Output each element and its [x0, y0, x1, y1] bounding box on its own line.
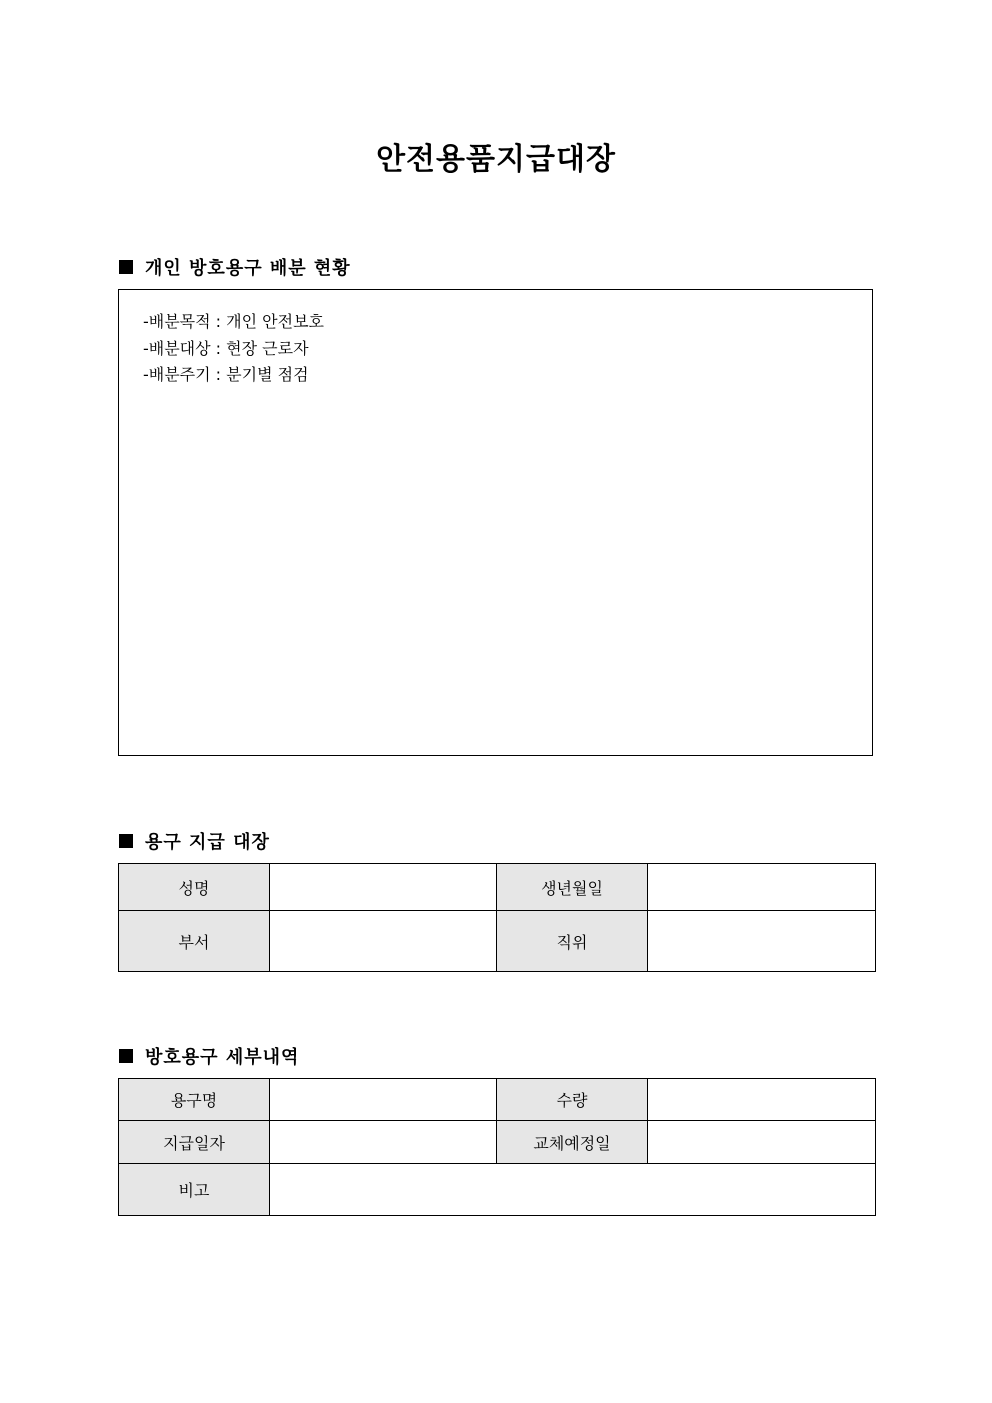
overview-line-purpose: -배분목적 : 개인 안전보호: [143, 312, 324, 331]
quantity-field[interactable]: [648, 1079, 876, 1121]
name-field[interactable]: [270, 864, 497, 911]
black-square-bullet-icon: [119, 1049, 133, 1063]
table-row: [119, 1164, 876, 1216]
equipment-details-table: [118, 1078, 876, 1216]
table-row: [119, 911, 876, 972]
overview-section-heading: [119, 254, 351, 280]
table-row: [119, 1121, 876, 1164]
replacement-date-field[interactable]: [648, 1121, 876, 1164]
item-name-field[interactable]: [270, 1079, 497, 1121]
issue-ledger-heading-text: 용구 지급 대장: [145, 832, 270, 853]
issue-date-label: 지급일자: [119, 1121, 270, 1164]
equipment-details-section-heading: [119, 1043, 299, 1069]
overview-line-target: -배분대상 : 현장 근로자: [143, 338, 309, 358]
black-square-bullet-icon: [119, 260, 133, 274]
overview-line-cycle: -배분주기 : 분기별 점검: [143, 365, 309, 384]
birthdate-label: 생년월일: [497, 864, 648, 911]
position-field[interactable]: [648, 911, 876, 972]
overview-heading-text: 개인 방호용구 배분 현황: [145, 258, 351, 279]
quantity-label: 수량: [497, 1079, 648, 1121]
birthdate-field[interactable]: [648, 864, 876, 911]
table-row: [119, 864, 876, 911]
issue-date-field[interactable]: [270, 1121, 497, 1164]
black-square-bullet-icon: [119, 834, 133, 848]
remarks-label: 비고: [119, 1164, 270, 1216]
document-title: 안전용품지급대장: [376, 142, 616, 177]
issue-ledger-section-heading: [119, 828, 270, 854]
equipment-details-heading-text: 방호용구 세부내역: [145, 1047, 300, 1068]
position-label: 직위: [497, 911, 648, 972]
department-label: 부서: [119, 911, 270, 972]
name-label: 성명: [119, 864, 270, 911]
replacement-date-label: 교체예정일: [497, 1121, 648, 1164]
issue-ledger-table: [118, 863, 876, 972]
item-name-label: 용구명: [119, 1079, 270, 1121]
remarks-field[interactable]: [270, 1164, 876, 1216]
table-row: [119, 1079, 876, 1121]
overview-box: [118, 289, 873, 756]
department-field[interactable]: [270, 911, 497, 972]
